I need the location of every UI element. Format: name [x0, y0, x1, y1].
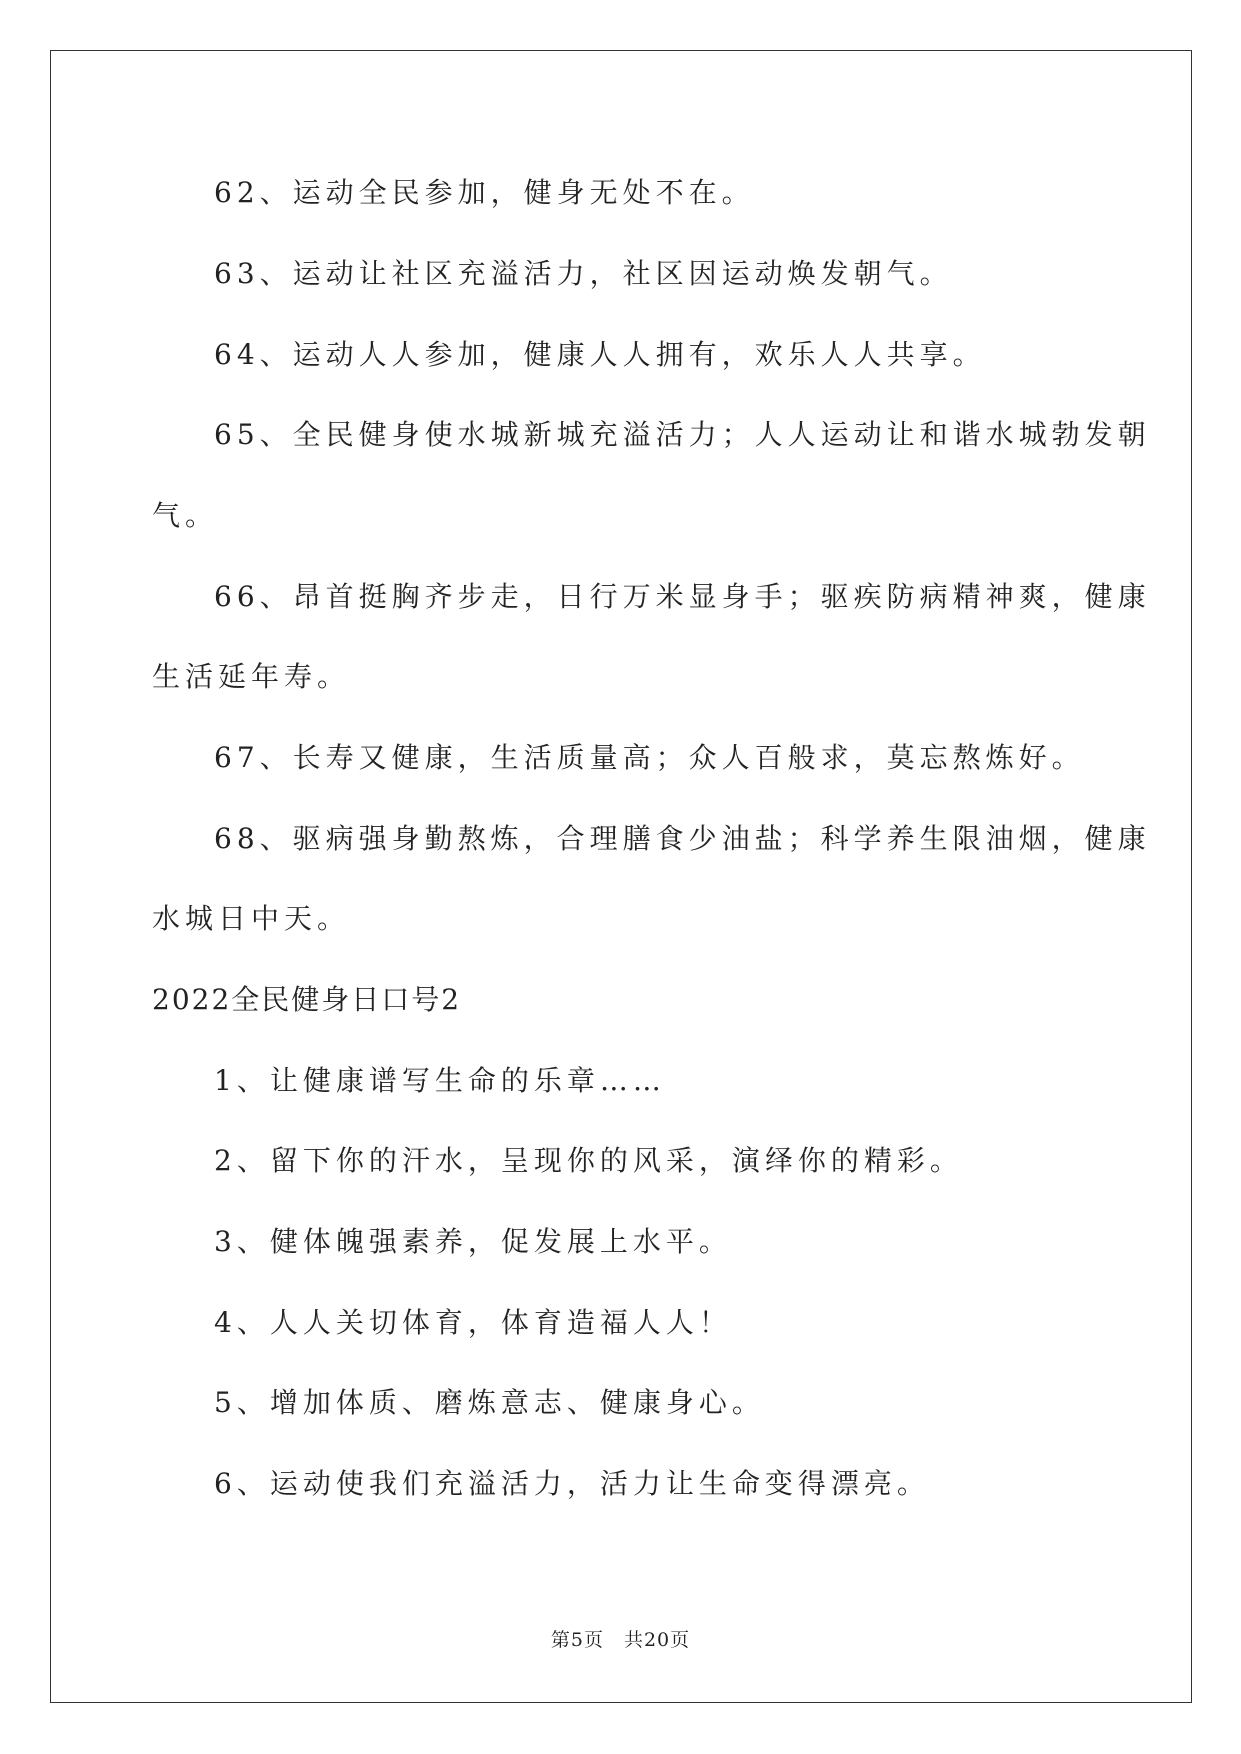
section-heading: 2022全民健身日口号2 [152, 983, 462, 1016]
paragraph-66-line-2: 生活延年寿。 [152, 660, 351, 693]
list-item: 6、运动使我们充溢活力，活力让生命变得漂亮。 [214, 1467, 930, 1500]
page-number: 第5页 [550, 1629, 604, 1651]
page-border [50, 50, 1192, 1703]
list-item: 1、让健康谱写生命的乐章…… [214, 1064, 666, 1097]
paragraph-68-line-2: 水城日中天。 [152, 902, 351, 935]
paragraph-68-line-1: 68、驱病强身勤熬炼，合理膳食少油盐；科学养生限油烟，健康 [214, 822, 1151, 855]
paragraph-62: 62、运动全民参加，健身无处不在。 [214, 176, 755, 209]
paragraph-67: 67、长寿又健康，生活质量高；众人百般求，莫忘熬炼好。 [214, 741, 1085, 774]
paragraph-64: 64、运动人人参加，健康人人拥有，欢乐人人共享。 [214, 338, 986, 371]
list-item: 5、增加体质、磨炼意志、健康身心。 [214, 1386, 765, 1419]
list-item: 2、留下你的汗水，呈现你的风采，演绎你的精彩。 [214, 1144, 963, 1177]
page-footer [0, 1628, 1241, 1652]
paragraph-66-line-1: 66、昂首挺胸齐步走，日行万米显身手；驱疾防病精神爽，健康 [214, 580, 1151, 613]
list-item: 3、健体魄强素养，促发展上水平。 [214, 1225, 732, 1258]
paragraph-65-line-1: 65、全民健身使水城新城充溢活力；人人运动让和谐水城勃发朝 [214, 418, 1151, 451]
page-total: 共20页 [623, 1629, 691, 1651]
paragraph-63: 63、运动让社区充溢活力，社区因运动焕发朝气。 [214, 257, 953, 290]
paragraph-65-line-2: 气。 [152, 499, 219, 532]
list-item: 4、人人关切体育，体育造福人人！ [214, 1306, 732, 1339]
